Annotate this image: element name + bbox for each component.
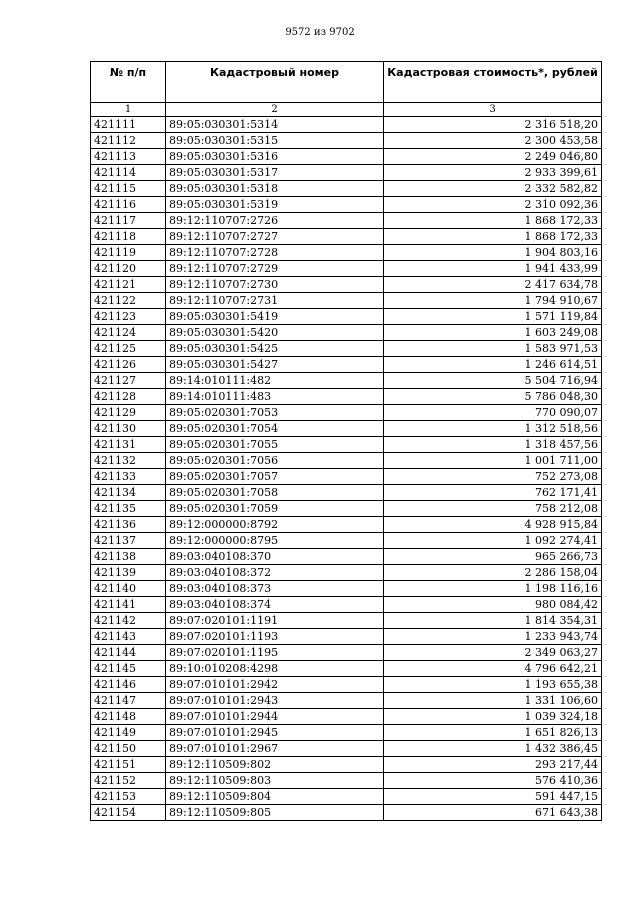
cadastral-number: 89:03:040108:374 <box>166 597 384 613</box>
table-row <box>91 389 602 405</box>
cadastral-value: 1 941 433,99 <box>384 261 602 277</box>
row-number: 421123 <box>91 309 166 325</box>
table-row <box>91 149 602 165</box>
cadastral-value: 980 084,42 <box>384 597 602 613</box>
table-row <box>91 629 602 645</box>
cadastral-number: 89:05:030301:5419 <box>166 309 384 325</box>
row-number: 421138 <box>91 549 166 565</box>
row-number: 421121 <box>91 277 166 293</box>
cadastral-number: 89:05:030301:5317 <box>166 165 384 181</box>
table-row <box>91 677 602 693</box>
table-row <box>91 501 602 517</box>
row-number: 421153 <box>91 789 166 805</box>
cadastral-value: 1 246 614,51 <box>384 357 602 373</box>
table-row <box>91 437 602 453</box>
cadastral-value: 2 249 046,80 <box>384 149 602 165</box>
cadastral-value: 1 571 119,84 <box>384 309 602 325</box>
cadastral-number: 89:12:110707:2729 <box>166 261 384 277</box>
row-number: 421139 <box>91 565 166 581</box>
cadastral-number: 89:12:110509:802 <box>166 757 384 773</box>
cadastral-number: 89:12:110707:2726 <box>166 213 384 229</box>
row-number: 421125 <box>91 341 166 357</box>
row-number: 421137 <box>91 533 166 549</box>
cadastral-value: 1 904 803,16 <box>384 245 602 261</box>
cadastral-value: 965 266,73 <box>384 549 602 565</box>
cadastral-value: 1 814 354,31 <box>384 613 602 629</box>
page-number-header: 9572 из 9702 <box>285 27 355 38</box>
column-number-1: 1 <box>91 103 166 117</box>
cadastral-number: 89:05:030301:5315 <box>166 133 384 149</box>
row-number: 421141 <box>91 597 166 613</box>
row-number: 421130 <box>91 421 166 437</box>
table-row <box>91 661 602 677</box>
cadastral-table <box>90 61 602 821</box>
table-row <box>91 693 602 709</box>
table-row <box>91 245 602 261</box>
table-row <box>91 533 602 549</box>
row-number: 421127 <box>91 373 166 389</box>
cadastral-value: 1 092 274,41 <box>384 533 602 549</box>
row-number: 421133 <box>91 469 166 485</box>
cadastral-value: 1 001 711,00 <box>384 453 602 469</box>
row-number: 421115 <box>91 181 166 197</box>
table-row <box>91 165 602 181</box>
cadastral-value: 1 331 106,60 <box>384 693 602 709</box>
cadastral-value: 2 417 634,78 <box>384 277 602 293</box>
table-row <box>91 357 602 373</box>
row-number: 421140 <box>91 581 166 597</box>
cadastral-number: 89:10:010208:4298 <box>166 661 384 677</box>
cadastral-value: 1 039 324,18 <box>384 709 602 725</box>
cadastral-value: 2 286 158,04 <box>384 565 602 581</box>
row-number: 421149 <box>91 725 166 741</box>
cadastral-value: 4 796 642,21 <box>384 661 602 677</box>
table-row <box>91 293 602 309</box>
row-number: 421154 <box>91 805 166 821</box>
cadastral-number: 89:05:020301:7053 <box>166 405 384 421</box>
cadastral-value: 576 410,36 <box>384 773 602 789</box>
column-number-row <box>91 103 602 117</box>
cadastral-value: 770 090,07 <box>384 405 602 421</box>
cadastral-number: 89:07:010101:2942 <box>166 677 384 693</box>
table-row <box>91 725 602 741</box>
cadastral-value: 2 349 063,27 <box>384 645 602 661</box>
row-number: 421136 <box>91 517 166 533</box>
table-row <box>91 453 602 469</box>
table-row <box>91 597 602 613</box>
row-number: 421135 <box>91 501 166 517</box>
table-row <box>91 757 602 773</box>
column-header-cadastral-number: Кадастровый номер <box>166 62 384 103</box>
row-number: 421113 <box>91 149 166 165</box>
cadastral-value: 5 786 048,30 <box>384 389 602 405</box>
row-number: 421126 <box>91 357 166 373</box>
row-number: 421129 <box>91 405 166 421</box>
row-number: 421146 <box>91 677 166 693</box>
table-row <box>91 645 602 661</box>
cadastral-number: 89:05:030301:5319 <box>166 197 384 213</box>
cadastral-value: 1 651 826,13 <box>384 725 602 741</box>
row-number: 421142 <box>91 613 166 629</box>
row-number: 421132 <box>91 453 166 469</box>
cadastral-number: 89:05:020301:7056 <box>166 453 384 469</box>
row-number: 421122 <box>91 293 166 309</box>
table-row <box>91 277 602 293</box>
cadastral-number: 89:05:030301:5314 <box>166 117 384 133</box>
cadastral-value: 2 332 582,82 <box>384 181 602 197</box>
table-row <box>91 741 602 757</box>
cadastral-number: 89:05:030301:5425 <box>166 341 384 357</box>
cadastral-value: 752 273,08 <box>384 469 602 485</box>
cadastral-value: 758 212,08 <box>384 501 602 517</box>
cadastral-number: 89:05:020301:7059 <box>166 501 384 517</box>
row-number: 421144 <box>91 645 166 661</box>
cadastral-value: 1 193 655,38 <box>384 677 602 693</box>
table-row <box>91 405 602 421</box>
cadastral-number: 89:12:110707:2727 <box>166 229 384 245</box>
table-row <box>91 213 602 229</box>
table-row <box>91 181 602 197</box>
table-header-row <box>91 62 602 103</box>
row-number: 421145 <box>91 661 166 677</box>
row-number: 421111 <box>91 117 166 133</box>
row-number: 421131 <box>91 437 166 453</box>
cadastral-value: 1 312 518,56 <box>384 421 602 437</box>
cadastral-number: 89:05:020301:7057 <box>166 469 384 485</box>
cadastral-value: 591 447,15 <box>384 789 602 805</box>
cadastral-number: 89:07:010101:2943 <box>166 693 384 709</box>
cadastral-value: 1 233 943,74 <box>384 629 602 645</box>
cadastral-number: 89:07:010101:2944 <box>166 709 384 725</box>
cadastral-number: 89:12:000000:8795 <box>166 533 384 549</box>
cadastral-value: 293 217,44 <box>384 757 602 773</box>
table-row <box>91 229 602 245</box>
cadastral-value: 1 318 457,56 <box>384 437 602 453</box>
row-number: 421152 <box>91 773 166 789</box>
cadastral-number: 89:07:020101:1191 <box>166 613 384 629</box>
cadastral-number: 89:05:030301:5318 <box>166 181 384 197</box>
cadastral-number: 89:14:010111:482 <box>166 373 384 389</box>
row-number: 421116 <box>91 197 166 213</box>
row-number: 421151 <box>91 757 166 773</box>
row-number: 421112 <box>91 133 166 149</box>
cadastral-number: 89:07:020101:1193 <box>166 629 384 645</box>
cadastral-value: 4 928 915,84 <box>384 517 602 533</box>
column-number-3: 3 <box>384 103 602 117</box>
table-row <box>91 373 602 389</box>
table-row <box>91 261 602 277</box>
column-number-2: 2 <box>166 103 384 117</box>
cadastral-number: 89:12:110707:2730 <box>166 277 384 293</box>
row-number: 421119 <box>91 245 166 261</box>
row-number: 421134 <box>91 485 166 501</box>
cadastral-value: 2 933 399,61 <box>384 165 602 181</box>
column-header-number: № п/п <box>91 62 166 103</box>
table-row <box>91 789 602 805</box>
cadastral-value: 1 603 249,08 <box>384 325 602 341</box>
cadastral-number: 89:12:000000:8792 <box>166 517 384 533</box>
cadastral-number: 89:03:040108:372 <box>166 565 384 581</box>
cadastral-number: 89:07:010101:2945 <box>166 725 384 741</box>
row-number: 421148 <box>91 709 166 725</box>
cadastral-value: 1 794 910,67 <box>384 293 602 309</box>
cadastral-value: 5 504 716,94 <box>384 373 602 389</box>
cadastral-number: 89:05:030301:5420 <box>166 325 384 341</box>
row-number: 421114 <box>91 165 166 181</box>
cadastral-value: 2 316 518,20 <box>384 117 602 133</box>
cadastral-number: 89:12:110707:2728 <box>166 245 384 261</box>
cadastral-number: 89:14:010111:483 <box>166 389 384 405</box>
cadastral-number: 89:05:020301:7058 <box>166 485 384 501</box>
cadastral-value: 1 583 971,53 <box>384 341 602 357</box>
table-row <box>91 773 602 789</box>
table-row <box>91 805 602 821</box>
cadastral-number: 89:07:010101:2967 <box>166 741 384 757</box>
table-row <box>91 197 602 213</box>
row-number: 421120 <box>91 261 166 277</box>
cadastral-value: 1 868 172,33 <box>384 229 602 245</box>
row-number: 421117 <box>91 213 166 229</box>
table-row <box>91 469 602 485</box>
cadastral-value: 2 300 453,58 <box>384 133 602 149</box>
table-row <box>91 133 602 149</box>
table-row <box>91 549 602 565</box>
table-row <box>91 565 602 581</box>
cadastral-value: 2 310 092,36 <box>384 197 602 213</box>
cadastral-number: 89:07:020101:1195 <box>166 645 384 661</box>
cadastral-number: 89:12:110509:804 <box>166 789 384 805</box>
row-number: 421147 <box>91 693 166 709</box>
cadastral-number: 89:05:020301:7054 <box>166 421 384 437</box>
table-row <box>91 581 602 597</box>
cadastral-value: 1 868 172,33 <box>384 213 602 229</box>
table-row <box>91 117 602 133</box>
cadastral-number: 89:05:030301:5316 <box>166 149 384 165</box>
table-row <box>91 325 602 341</box>
row-number: 421128 <box>91 389 166 405</box>
cadastral-number: 89:05:030301:5427 <box>166 357 384 373</box>
row-number: 421118 <box>91 229 166 245</box>
cadastral-value: 1 432 386,45 <box>384 741 602 757</box>
cadastral-number: 89:12:110509:803 <box>166 773 384 789</box>
row-number: 421143 <box>91 629 166 645</box>
table-body <box>91 117 602 821</box>
table-row <box>91 709 602 725</box>
cadastral-number: 89:05:020301:7055 <box>166 437 384 453</box>
cadastral-number: 89:12:110707:2731 <box>166 293 384 309</box>
row-number: 421150 <box>91 741 166 757</box>
row-number: 421124 <box>91 325 166 341</box>
cadastral-value: 762 171,41 <box>384 485 602 501</box>
cadastral-value: 1 198 116,16 <box>384 581 602 597</box>
cadastral-number: 89:03:040108:373 <box>166 581 384 597</box>
table-row <box>91 421 602 437</box>
table-row <box>91 341 602 357</box>
column-header-cadastral-value: Кадастровая стоимость*, рублей <box>384 62 602 103</box>
table-row <box>91 613 602 629</box>
cadastral-number: 89:03:040108:370 <box>166 549 384 565</box>
table-row <box>91 309 602 325</box>
table-row <box>91 485 602 501</box>
cadastral-value: 671 643,38 <box>384 805 602 821</box>
table-row <box>91 517 602 533</box>
cadastral-number: 89:12:110509:805 <box>166 805 384 821</box>
